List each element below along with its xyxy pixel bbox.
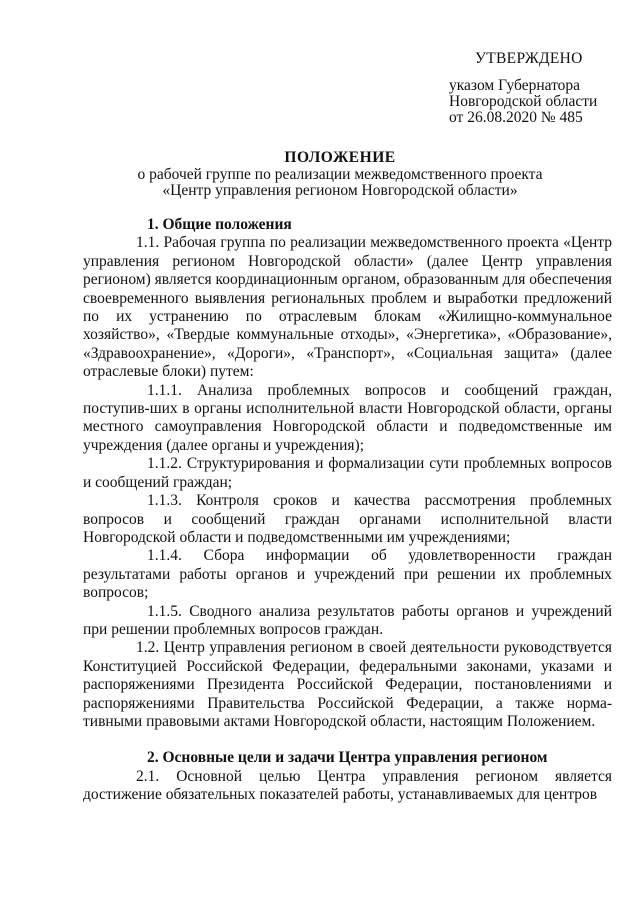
approval-line-3: от 26.08.2020 № 485 — [449, 109, 583, 126]
paragraph-1-1-3: 1.1.3. Контроля сроков и качества рассмотрения проблемных вопросов и сообщений граждан органами исполнительной власти Новгородской области и подведомственными им учреждениями; — [83, 492, 612, 546]
paragraph-1-1: 1.1. Рабочая группа по реализации межведомственного проекта «Центр управления регионом Новгородской области» (далее Центр управления регионом) является координационным органом, образованным для обеспечения своевременного выявления региональных проблем и выработки предложений по их устранению по отраслевым блокам «Жилищно-коммунальное хозяйство», «Твердые коммунальные отходы», «Энергетика», «Образование», «Здравоохранение», «Дороги», «Транспорт», «Социальная защита» (далее отраслевые блоки) путем: — [83, 234, 612, 381]
document-title: ПОЛОЖЕНИЕ — [284, 149, 396, 166]
document-subtitle-line-1: о рабочей группе по реализации межведомственного проекта — [137, 166, 543, 183]
section-1-heading: 1. Общие положения — [147, 216, 292, 233]
paragraph-1-1-5: 1.1.5. Сводного анализа результатов работы органов и учреждений при решении проблемных вопросов граждан. — [83, 602, 612, 638]
paragraph-2-1: 2.1. Основной целью Центра управления регионом является достижение обязательных показателей работы, устанавливаемых для центров — [83, 767, 612, 804]
title-block — [100, 149, 580, 199]
approval-stamp — [449, 51, 629, 126]
paragraph-1-1-2: 1.1.2. Структурирования и формализации сути проблемных вопросов и сообщений граждан; — [83, 455, 612, 491]
approval-line-1: указом Губернатора — [449, 77, 581, 94]
approval-stamp-title: УТВЕРЖДЕНО — [475, 50, 583, 67]
section-gap — [83, 731, 612, 749]
paragraph-1-1-4: 1.1.4. Сбора информации об удовлетворенности граждан результатами работы органов и учреждений при решении их проблемных вопросов; — [83, 547, 612, 602]
document-body — [83, 216, 612, 805]
document-subtitle-line-2: «Центр управления регионом Новгородской области» — [162, 182, 518, 199]
paragraph-1-2: 1.2. Центр управления регионом в своей деятельности руководствуется Конституцией Российской Федерации, федеральными законами, указами и распоряжениями Президента Российской Федерации, постановлениями и распоряжениями Правительства Российской Федерации, а также норма-тивными правовыми актами Новгородской области, настоящим Положением. — [83, 639, 612, 730]
section-2-heading: 2. Основные цели и задачи Центра управления регионом — [147, 749, 548, 767]
paragraph-1-1-1: 1.1.1. Анализа проблемных вопросов и сообщений граждан, поступив-ших в органы исполнительной власти Новгородской области, органы местного самоуправления Новгородской области и подведомственные им учреждения (далее органы и учреждения); — [83, 381, 612, 454]
approval-line-2: Новгородской области — [449, 93, 598, 110]
